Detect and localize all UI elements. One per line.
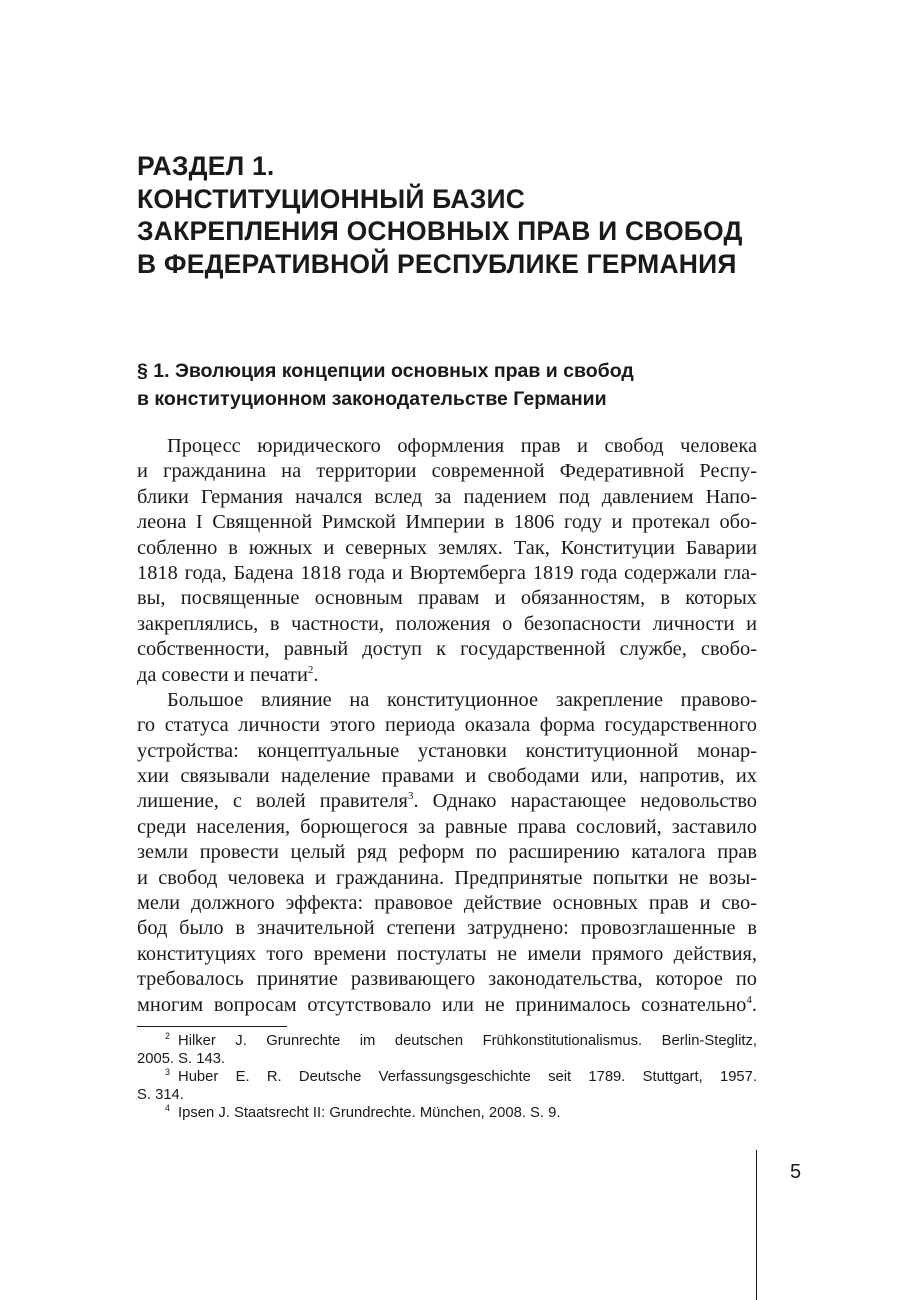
text-line: хии связывали наделение правами и свободами или, напротив, их: [137, 765, 757, 788]
paragraph-1: [137, 434, 757, 688]
footnote-line: 2005. S. 143.: [137, 1051, 226, 1067]
paragraph-2: [137, 688, 757, 1018]
footnote-ref[interactable]: 4: [746, 993, 752, 1006]
footnote-line: [137, 1104, 757, 1122]
text-fragment: .: [313, 663, 319, 686]
footnote-3: [137, 1068, 757, 1104]
chapter-title: [137, 150, 817, 280]
chapter-title-line: ЗАКРЕПЛЕНИЯ ОСНОВНЫХ ПРАВ И СВОБОД: [137, 216, 743, 246]
body-text: [137, 434, 757, 1018]
section-title-line: в конституционном законодательстве Германии: [137, 387, 607, 410]
text-fragment: .: [751, 993, 757, 1016]
footnote-number: 2: [165, 1031, 171, 1041]
page-number: 5: [790, 1161, 802, 1183]
page-margin-rule: [756, 1150, 757, 1300]
footnote-number: 4: [165, 1103, 171, 1113]
text-line: 1818 года, Бадена 1818 года и Вюртемберга 1819 года содержали гла-: [137, 561, 757, 584]
footnote-line: [137, 1068, 757, 1086]
text-line: бод было в значительной степени затруднено: провозглашенные в: [137, 917, 757, 940]
text-line: [137, 663, 757, 688]
text-line: собственности, равный доступ к государственной службе, свобо-: [137, 638, 757, 661]
footnotes: [137, 1032, 757, 1122]
section-title-line: § 1. Эволюция концепции основных прав и свобод: [137, 360, 634, 382]
text-line: Процесс юридического оформления прав и свобод человека: [167, 435, 757, 457]
text-line: среди населения, борющегося за равные права сословий, заставило: [137, 815, 757, 838]
text-line: блики Германия начался вслед за падением под давлением Напо-: [137, 485, 757, 508]
chapter-title-line: РАЗДЕЛ 1.: [137, 151, 275, 181]
text-line: вы, посвященные основным правам и обязанностям, в которых: [137, 587, 757, 610]
section-title: [137, 358, 817, 413]
footnote-2: [137, 1032, 757, 1068]
text-fragment: да совести и печати: [137, 663, 308, 686]
text-line: [137, 789, 757, 814]
text-line: и гражданина на территории современной Федеративной Респу-: [137, 460, 757, 483]
footnote-4: [137, 1104, 757, 1122]
text-fragment: лишение, с волей правителя: [137, 790, 408, 813]
footnote-line: [137, 1032, 757, 1050]
footnote-line: S. 314.: [137, 1087, 184, 1103]
text-line: земли провести целый ряд реформ по расширению каталога прав: [137, 841, 757, 864]
footnote-ref[interactable]: 2: [307, 663, 314, 676]
footnote-divider: [137, 1026, 287, 1027]
text-line: и свобод человека и гражданина. Предпринятые попытки не возы-: [137, 866, 757, 889]
text-fragment: многим вопросам отсутствовало или не принималось сознательно: [137, 993, 747, 1016]
text-line: леона I Священной Римской Империи в 1806 году и протекал обо-: [137, 511, 757, 534]
chapter-title-line: В ФЕДЕРАТИВНОЙ РЕСПУБЛИКЕ ГЕРМАНИЯ: [137, 248, 737, 279]
footnote-text: Huber E. R. Deutsche Verfassungsgeschichte seit 1789. Stuttgart, 1957.: [178, 1069, 757, 1085]
footnote-text: Hilker J. Grunrechte im deutschen Frühkonstitutionalismus. Berlin-Steglitz,: [178, 1033, 757, 1049]
text-line: [137, 993, 757, 1018]
text-line: собленно в южных и северных землях. Так, Конституции Баварии: [137, 536, 757, 559]
text-line: устройства: концептуальные установки конституционной монар-: [137, 739, 757, 762]
text-line: конституциях того времени постулаты не имели прямого действия,: [137, 942, 757, 965]
text-line: закреплялись, в частности, положения о безопасности личности и: [137, 612, 757, 635]
footnote-ref[interactable]: 3: [407, 790, 414, 803]
footnote-number: 3: [165, 1067, 171, 1077]
text-line: Большое влияние на конституционное закрепление правово-: [167, 688, 757, 711]
chapter-title-line: КОНСТИТУЦИОННЫЙ БАЗИС: [137, 183, 526, 214]
footnote-text: Ipsen J. Staatsrecht II: Grundrechte. München, 2008. S. 9.: [178, 1105, 561, 1121]
text-fragment: . Однако нарастающее недовольство: [413, 790, 757, 813]
text-line: мели должного эффекта: правовое действие основных прав и сво-: [137, 892, 757, 915]
text-line: го статуса личности этого периода оказала форма государственного: [137, 714, 757, 737]
text-line: требовалось принятие развивающего законодательства, которое по: [137, 968, 757, 991]
